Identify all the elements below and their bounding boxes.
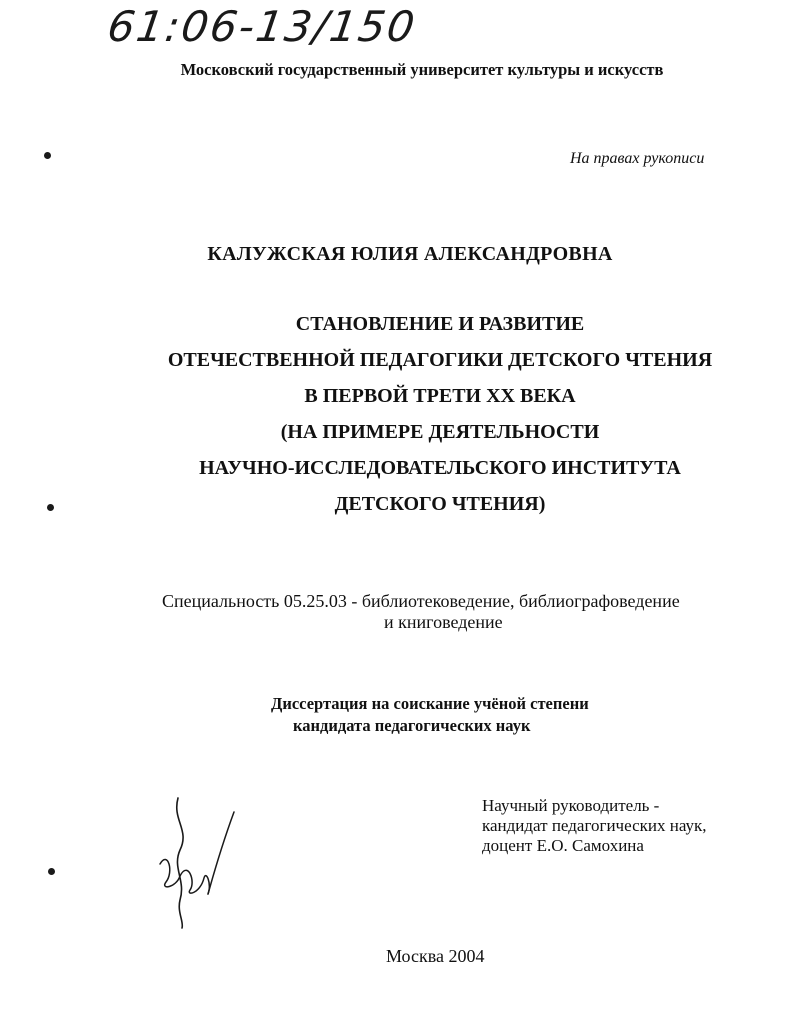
title-line: ДЕТСКОГО ЧТЕНИЯ) [334,493,546,515]
title-line: СТАНОВЛЕНИЕ И РАЗВИТИЕ [295,313,585,335]
speciality-line-2: и книговедение [384,612,503,632]
author-name: КАЛУЖСКАЯ ЮЛИЯ АЛЕКСАНДРОВНА [207,243,613,265]
scientific-supervisor [482,796,707,856]
degree-statement-line-1: Диссертация на соискание учёной степени [271,694,589,713]
handwritten-signature [150,790,240,935]
punch-hole-mark [48,868,55,875]
speciality-line-1: Специальность 05.25.03 - библиотековедение, библиографоведение [162,591,680,611]
title-line: (НА ПРИМЕРЕ ДЕЯТЕЛЬНОСТИ [280,421,600,443]
archive-code-handwritten: 61:06-13/150 [104,2,420,51]
supervisor-line-1: Научный руководитель - [482,796,660,815]
title-line: ОТЕЧЕСТВЕННОЙ ПЕДАГОГИКИ ДЕТСКОГО ЧТЕНИЯ [167,349,713,371]
punch-hole-mark [44,152,51,159]
degree-statement-line-2: кандидата педагогических наук [293,716,531,735]
title-line: НАУЧНО-ИССЛЕДОВАТЕЛЬСКОГО ИНСТИТУТА [199,457,681,479]
punch-hole-mark [47,504,54,511]
manuscript-rights-note: На правах рукописи [570,150,705,167]
title-line: В ПЕРВОЙ ТРЕТИ XX ВЕКА [304,385,576,407]
supervisor-line-2: кандидат педагогических наук, [482,816,707,835]
place-and-year: Москва 2004 [386,946,485,966]
supervisor-line-3: доцент Е.О. Самохина [482,836,644,855]
university-name: Московский государственный университет культуры и искусств [180,60,664,79]
dissertation-title [100,306,780,522]
